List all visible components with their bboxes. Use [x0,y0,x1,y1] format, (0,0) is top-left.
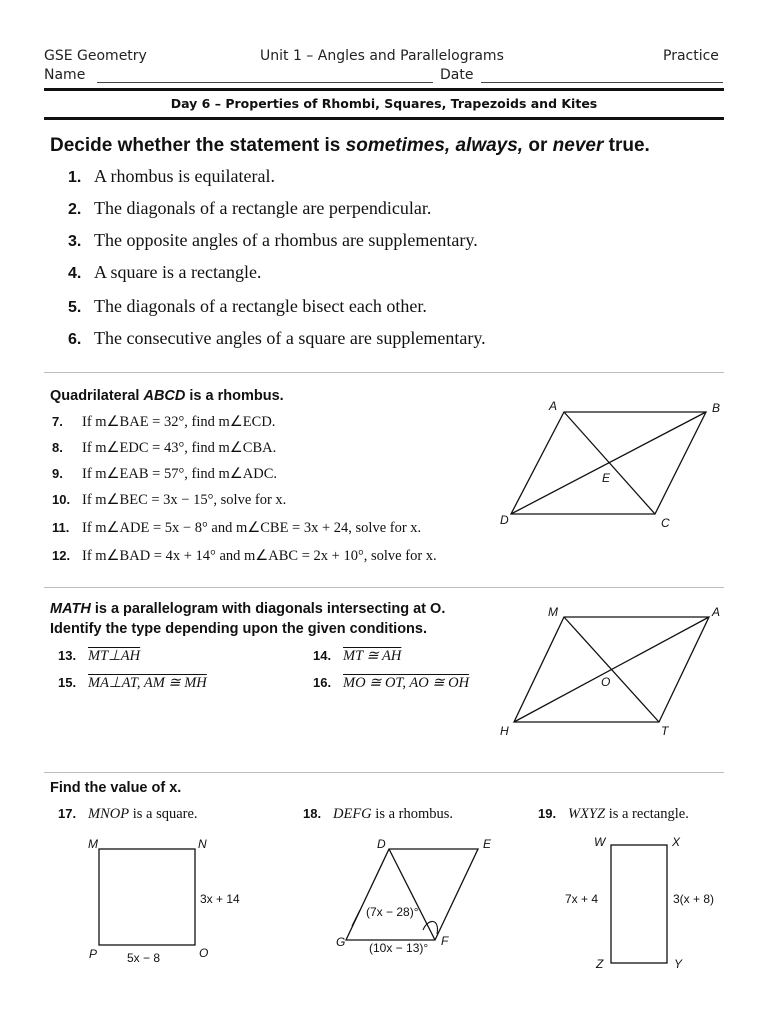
item-text: The diagonals of a rectangle bisect each other. [94,296,427,316]
heading-figure-name: MATH [50,601,91,617]
point-o-label: O [601,675,611,689]
rhombus-abcd-figure [500,399,720,530]
item-number: 17. [58,806,77,821]
worksheet-type: Practice [663,48,719,64]
item-text: A rhombus is equilateral. [94,166,275,186]
item-text: MA⊥AT, AM ≅ MH [88,675,207,691]
vertex-c-label: C [661,516,670,530]
name-label: Name [44,67,86,83]
diagonal-bd [511,412,706,514]
part3-item [313,648,401,665]
item-text: The diagonals of a rectangle are perpendicular. [94,198,432,218]
part3-item [313,675,469,692]
item-number: 15. [58,675,77,690]
item-text: MT ≅ AH [343,648,402,664]
angle-arc [423,921,437,934]
vertex-t-label: T [661,724,669,738]
item-number: 10. [52,492,71,507]
diagonal-ah [514,617,709,722]
item-number: 6. [68,331,82,348]
instr-sometimes-always: sometimes, always, [345,135,524,156]
vertex-m-label: M [88,837,98,851]
rhombus-defg-figure [336,837,492,955]
bottom-expression: 5x − 8 [127,951,161,965]
section-divider [44,772,724,773]
vertex-n-label: N [198,837,207,851]
item-text: If m∠EAB = 57°, find m∠ADC. [82,466,278,482]
vertex-x-label: X [672,835,681,849]
vertex-m-label: M [548,605,558,619]
square-mnop-figure [88,837,240,965]
section-divider [44,587,724,588]
vertex-d-label: D [377,837,386,851]
vertex-z-label: Z [596,957,604,971]
course-label: GSE Geometry [44,48,147,64]
item-number: 5. [68,299,82,316]
right-expression: 3(x + 8) [673,892,715,906]
instr-never: never [552,135,604,156]
vertex-a-label: A [549,399,558,413]
square-outline [99,849,195,945]
item-number: 12. [52,548,71,563]
item-number: 4. [68,265,82,282]
heading-line1: is a parallelogram with diagonals intersecting at O. [90,601,446,617]
part3-heading-line2: Identify the type depending upon the given conditions. [50,621,427,637]
item-number: 8. [52,440,63,455]
left-expression: 7x + 4 [565,892,599,906]
angle-arrow [352,910,360,926]
instr-or: or [523,135,553,156]
item-number: 9. [52,466,63,481]
rectangle-outline [611,845,667,963]
instr-pre: Decide whether the statement is [50,135,346,156]
part4-item [538,806,689,823]
part3-item [58,648,140,665]
item-text: The opposite angles of a rhombus are supplementary. [94,230,478,250]
item-text: MO ≅ OT, AO ≅ OH [343,675,470,691]
item-number: 14. [313,648,332,663]
part4-heading: Find the value of x. [50,780,182,796]
vertex-w-label: W [594,835,606,849]
figure-name: WXYZ [568,806,606,822]
heading-figure-name: ABCD [143,388,186,404]
vertex-e-label: E [483,837,492,851]
item-text: The consecutive angles of a square are supplementary. [94,328,486,348]
vertex-y-label: Y [674,957,683,971]
item-number: 18. [303,806,322,821]
top-angle-expression: (7x − 28)° [366,905,419,919]
vertex-o-label: O [199,946,209,960]
vertex-g-label: G [336,935,346,949]
item-number: 3. [68,233,82,250]
item-text: MT⊥AH [88,648,141,664]
item-text: If m∠ADE = 5x − 8° and m∠CBE = 3x + 24, solve for x. [82,520,422,536]
lesson-title: Day 6 – Properties of Rhombi, Squares, Trapezoids and Kites [170,96,598,111]
vertex-b-label: B [712,401,721,415]
item-text: is a rhombus. [371,806,454,822]
item-text: If m∠BAE = 32°, find m∠ECD. [82,414,276,430]
parallelogram-math-figure [500,605,720,738]
vertex-h-label: H [500,724,509,738]
item-text: is a rectangle. [605,806,689,822]
date-label: Date [440,67,474,83]
point-e-label: E [602,471,611,485]
item-text: If m∠BEC = 3x − 15°, solve for x. [82,492,287,508]
item-text: If m∠EDC = 43°, find m∠CBA. [82,440,277,456]
item-text: A square is a rectangle. [94,262,262,282]
item-number: 13. [58,648,77,663]
item-number: 1. [68,169,82,186]
item-text: If m∠BAD = 4x + 14° and m∠ABC = 2x + 10°, solve for x. [82,548,437,564]
item-number: 2. [68,201,82,218]
heading-pre: Quadrilateral [50,388,144,404]
side-expression: 3x + 14 [200,892,240,906]
vertex-f-label: F [441,934,449,948]
vertex-p-label: P [89,947,98,961]
item-text: is a square. [129,806,198,822]
item-number: 11. [52,520,70,535]
diagonal-df [389,849,435,940]
item-number: 7. [52,414,63,429]
figure-name: DEFG [333,806,372,822]
item-number: 19. [538,806,557,821]
part4-item [58,806,198,823]
vertex-d-label: D [500,513,509,527]
heading-post: is a rhombus. [185,388,284,404]
item-number: 16. [313,675,332,690]
unit-label: Unit 1 – Angles and Parallelograms [260,48,504,64]
part3-item [58,675,207,692]
vertex-a-label: A [712,605,721,619]
instr-post: true. [603,135,650,156]
rectangle-wxyz-figure [565,835,714,971]
part4-item [303,806,453,823]
figure-name: MNOP [88,806,130,822]
part3-heading [50,601,445,617]
bottom-angle-expression: (10x − 13)° [369,941,429,955]
